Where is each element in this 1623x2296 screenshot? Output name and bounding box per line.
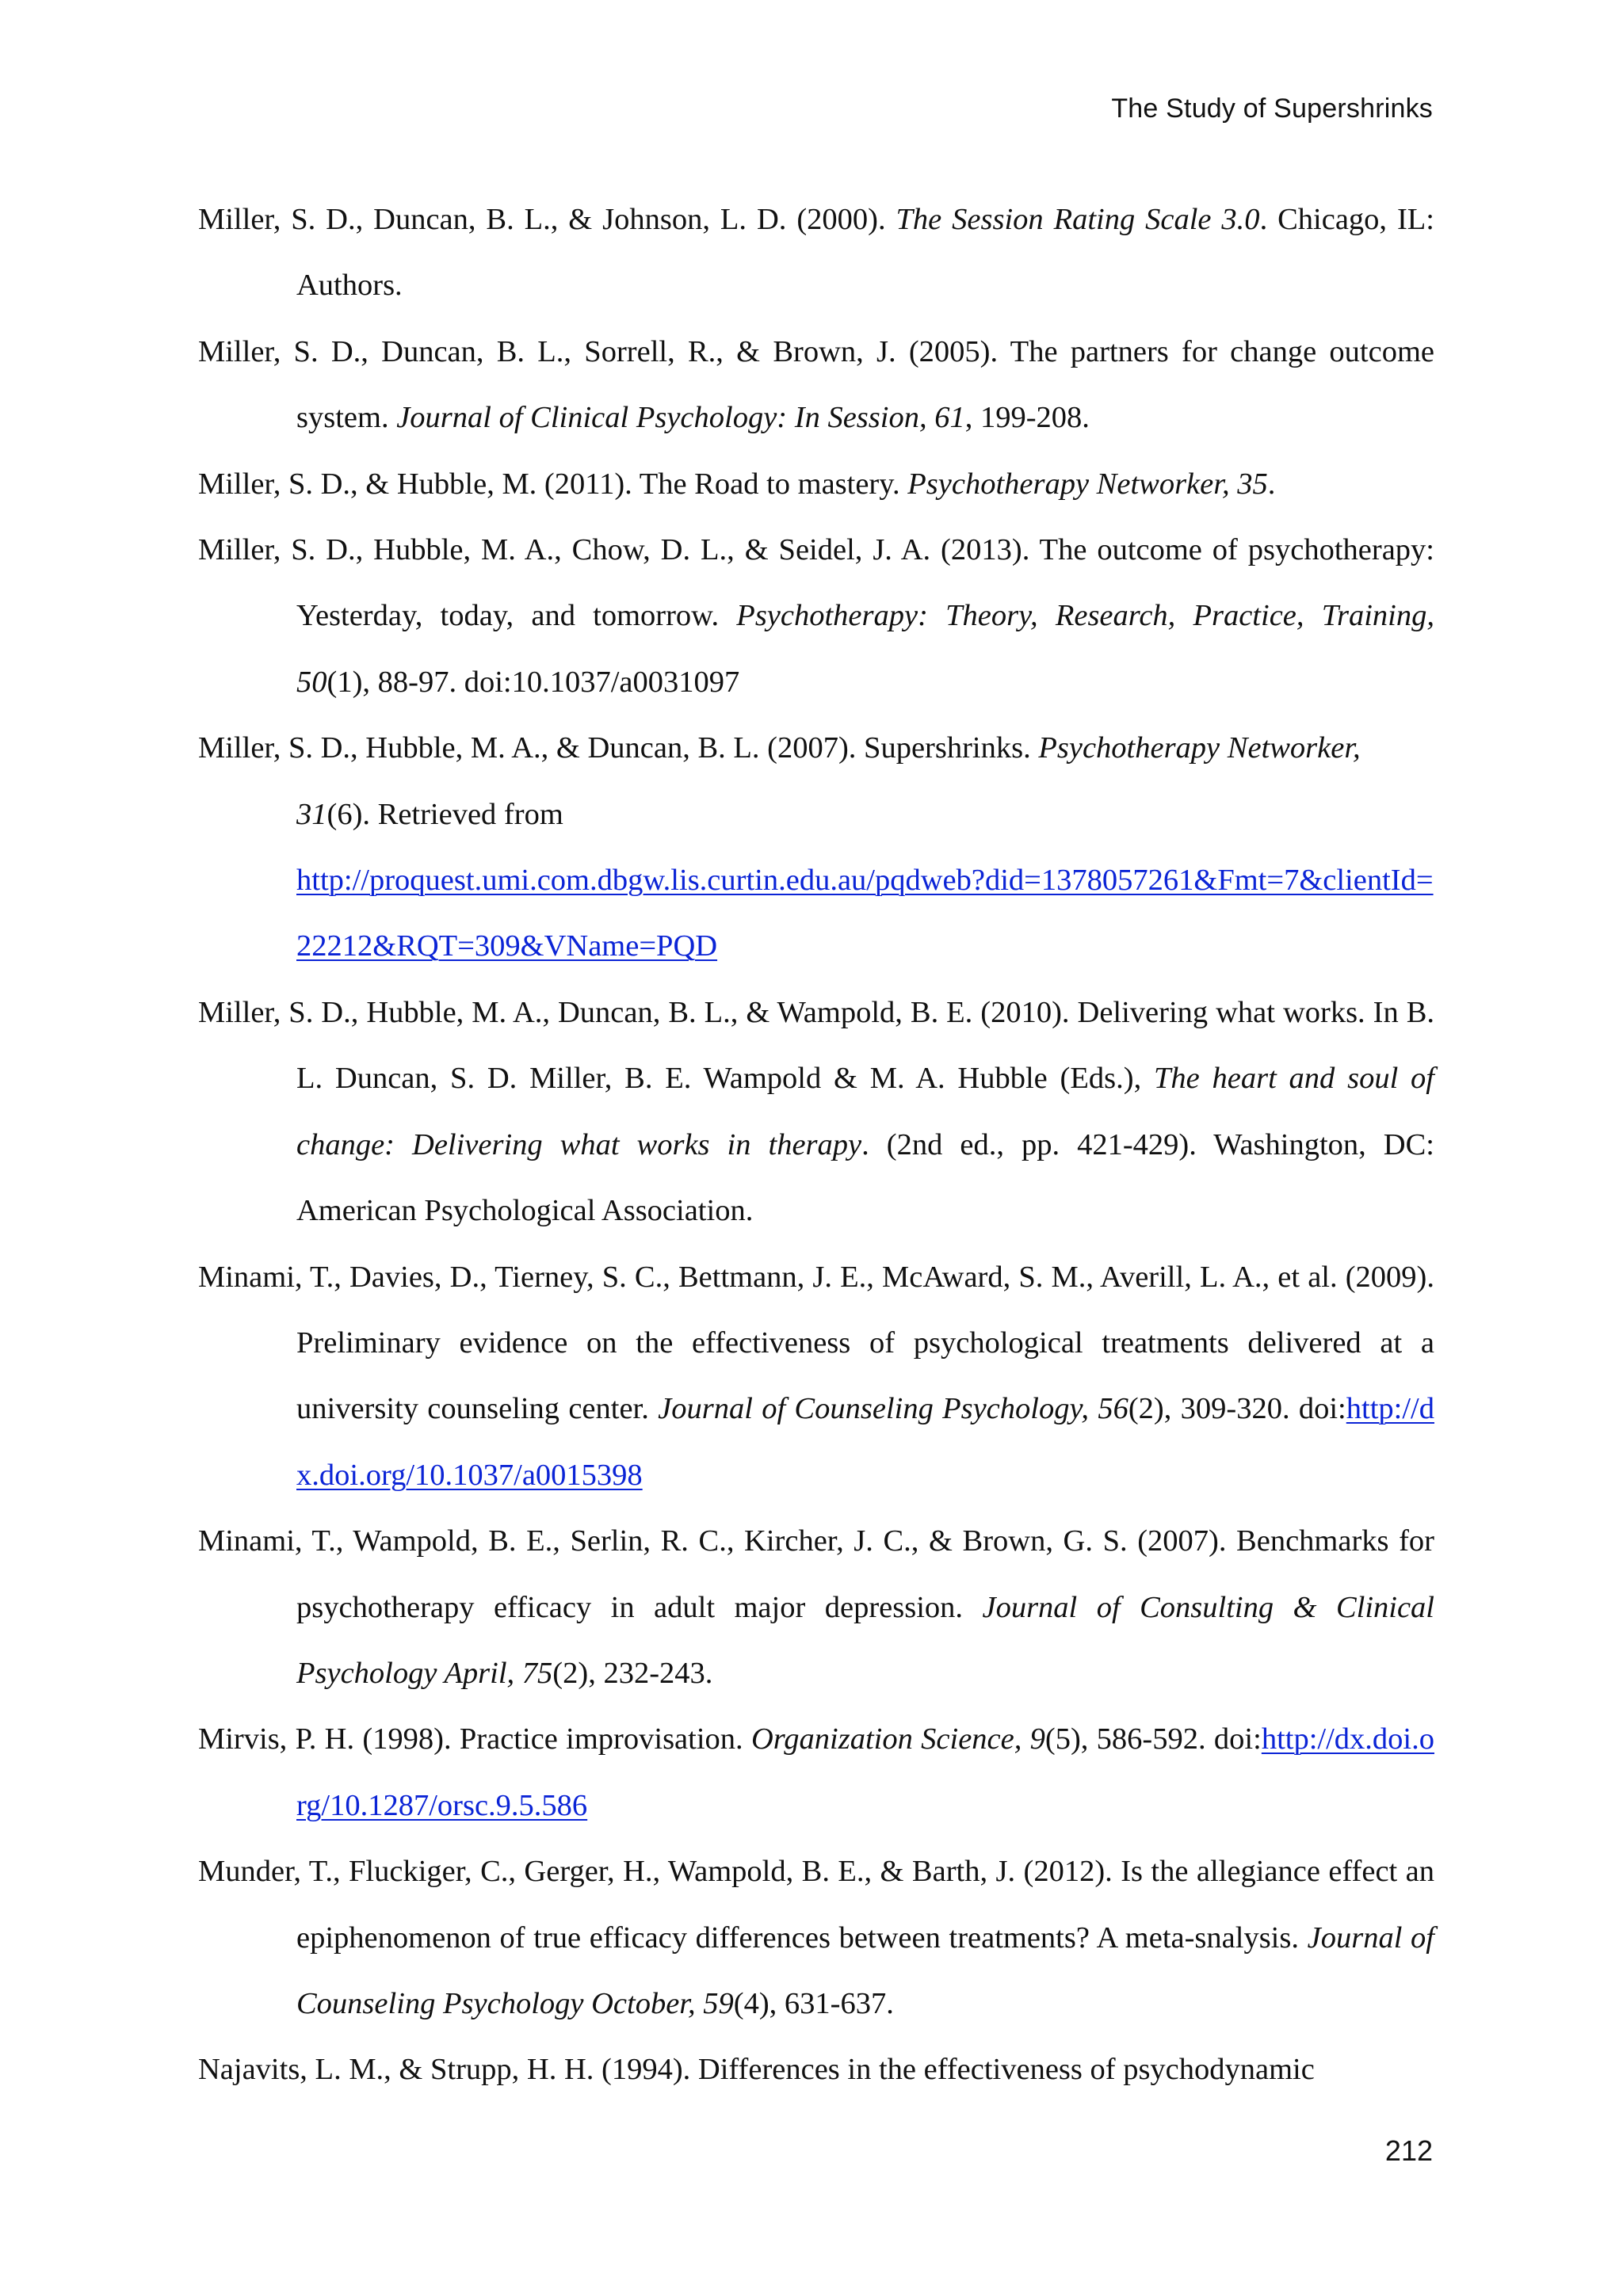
reference-entry xyxy=(198,517,1434,715)
doi-link[interactable]: http://dx.doi.org/10.1287/orsc.9.5.586 xyxy=(296,1722,1434,1822)
reference-text: (1), 88-97. doi:10.1037/a0031097 xyxy=(327,665,740,699)
reference-text: Najavits, L. M., & Strupp, H. H. (1994). Differences in the effectiveness of psychodynamic xyxy=(198,2053,1315,2087)
reference-source-title: Organization Science, 9 xyxy=(750,1722,1045,1756)
reference-text: , 199-208. xyxy=(964,401,1090,435)
reference-text: Minami, T., Davies, D., Tierney, S. C., Bettmann, J. E., McAward, S. M., Averill, L. A., et al. (2009). Preliminary evidence on the effectiveness of psychological treatments delivered at a university counseling center. xyxy=(198,1260,1434,1426)
reference-text: Miller, S. D., & Hubble, M. (2011). The Road to mastery. xyxy=(198,467,908,501)
reference-text: (6). Retrieved from xyxy=(327,797,563,831)
reference-text: Miller, S. D., Hubble, M. A., Duncan, B. L., & Wampold, B. E. (2010). Delivering what works. In B. L. Duncan, S. D. Miller, B. E. Wampold & M. A. Hubble (Eds.), xyxy=(198,995,1434,1096)
reference-entry xyxy=(198,452,1434,517)
reference-entry xyxy=(198,1839,1434,2037)
reference-source-title: Journal of Consulting & Clinical Psychology April, 75 xyxy=(296,1590,1434,1690)
reference-text: (2), 309-320. xyxy=(1128,1392,1299,1426)
doi-prefix: doi: xyxy=(1213,1722,1262,1756)
reference-text: Mirvis, P. H. (1998). Practice improvisation. xyxy=(198,1722,751,1756)
reference-entry xyxy=(198,1245,1434,1509)
reference-url-link[interactable]: http://proquest.umi.com.dbgw.lis.curtin.edu.au/pqdweb?did=1378057261&Fmt=7&clientId=22212&RQT=309&VName=PQD xyxy=(296,864,1434,963)
reference-source-title: Psychotherapy Networker, 35 xyxy=(907,467,1268,501)
reference-entry xyxy=(198,187,1434,319)
reference-text: Miller, S. D., Hubble, M. A., & Duncan, B. L. (2007). Supershrinks. xyxy=(198,731,1039,765)
reference-text: Minami, T., Wampold, B. E., Serlin, R. C., Kircher, J. C., & Brown, G. S. (2007). Benchmarks for psychotherapy efficacy in adult major depression. xyxy=(198,1524,1434,1624)
reference-entry xyxy=(198,980,1434,1245)
reference-text: . Chicago, IL: Authors. xyxy=(296,203,1434,303)
reference-source-title: The Session Rating Scale 3.0 xyxy=(896,203,1260,236)
running-header: The Study of Supershrinks xyxy=(1111,93,1433,124)
reference-text: Miller, S. D., Duncan, B. L., & Johnson, L. D. (2000). xyxy=(198,203,896,236)
reference-text: (2), 232-243. xyxy=(552,1656,713,1690)
reference-entry xyxy=(198,319,1434,452)
reference-entry xyxy=(198,1707,1434,1839)
reference-text: . xyxy=(1267,467,1276,501)
reference-source-title: Psychotherapy: Theory, Research, Practice, Training, 50 xyxy=(296,599,1434,699)
reference-list xyxy=(198,187,1434,2103)
page-number: 212 xyxy=(1384,2134,1433,2167)
reference-source-title: Journal of Clinical Psychology: In Session, 61 xyxy=(396,401,965,435)
reference-source-title: Journal of Counseling Psychology, 56 xyxy=(658,1392,1128,1426)
reference-source-title: Journal of Counseling Psychology October, 59 xyxy=(296,1920,1434,2020)
reference-text: Miller, S. D., Duncan, B. L., Sorrell, R., & Brown, J. (2005). The partners for change outcome system. xyxy=(198,334,1434,435)
reference-source-title: Psychotherapy Networker, 31 xyxy=(296,731,1361,831)
reference-entry xyxy=(198,715,1434,980)
doi-link[interactable]: http://dx.doi.org/10.1037/a0015398 xyxy=(296,1392,1434,1492)
reference-entry xyxy=(198,2037,1434,2103)
reference-entry xyxy=(198,1508,1434,1707)
reference-text: Munder, T., Fluckiger, C., Gerger, H., Wampold, B. E., & Barth, J. (2012). Is the allegiance effect an epiphenomenon of true efficacy differences between treatments? A meta-snalysis. xyxy=(198,1855,1434,1955)
doi-prefix: doi: xyxy=(1298,1392,1346,1426)
reference-text: (4), 631-637. xyxy=(733,1986,894,2020)
reference-text: (5), 586-592. xyxy=(1044,1722,1214,1756)
reference-source-title: The heart and soul of change: Delivering what works in therapy xyxy=(296,1062,1434,1161)
reference-text: . (2nd ed., pp. 421-429). Washington, DC: American Psychological Association. xyxy=(296,1127,1434,1228)
reference-text: Miller, S. D., Hubble, M. A., Chow, D. L., & Seidel, J. A. (2013). The outcome of psychotherapy: Yesterday, today, and tomorrow. xyxy=(198,533,1434,633)
